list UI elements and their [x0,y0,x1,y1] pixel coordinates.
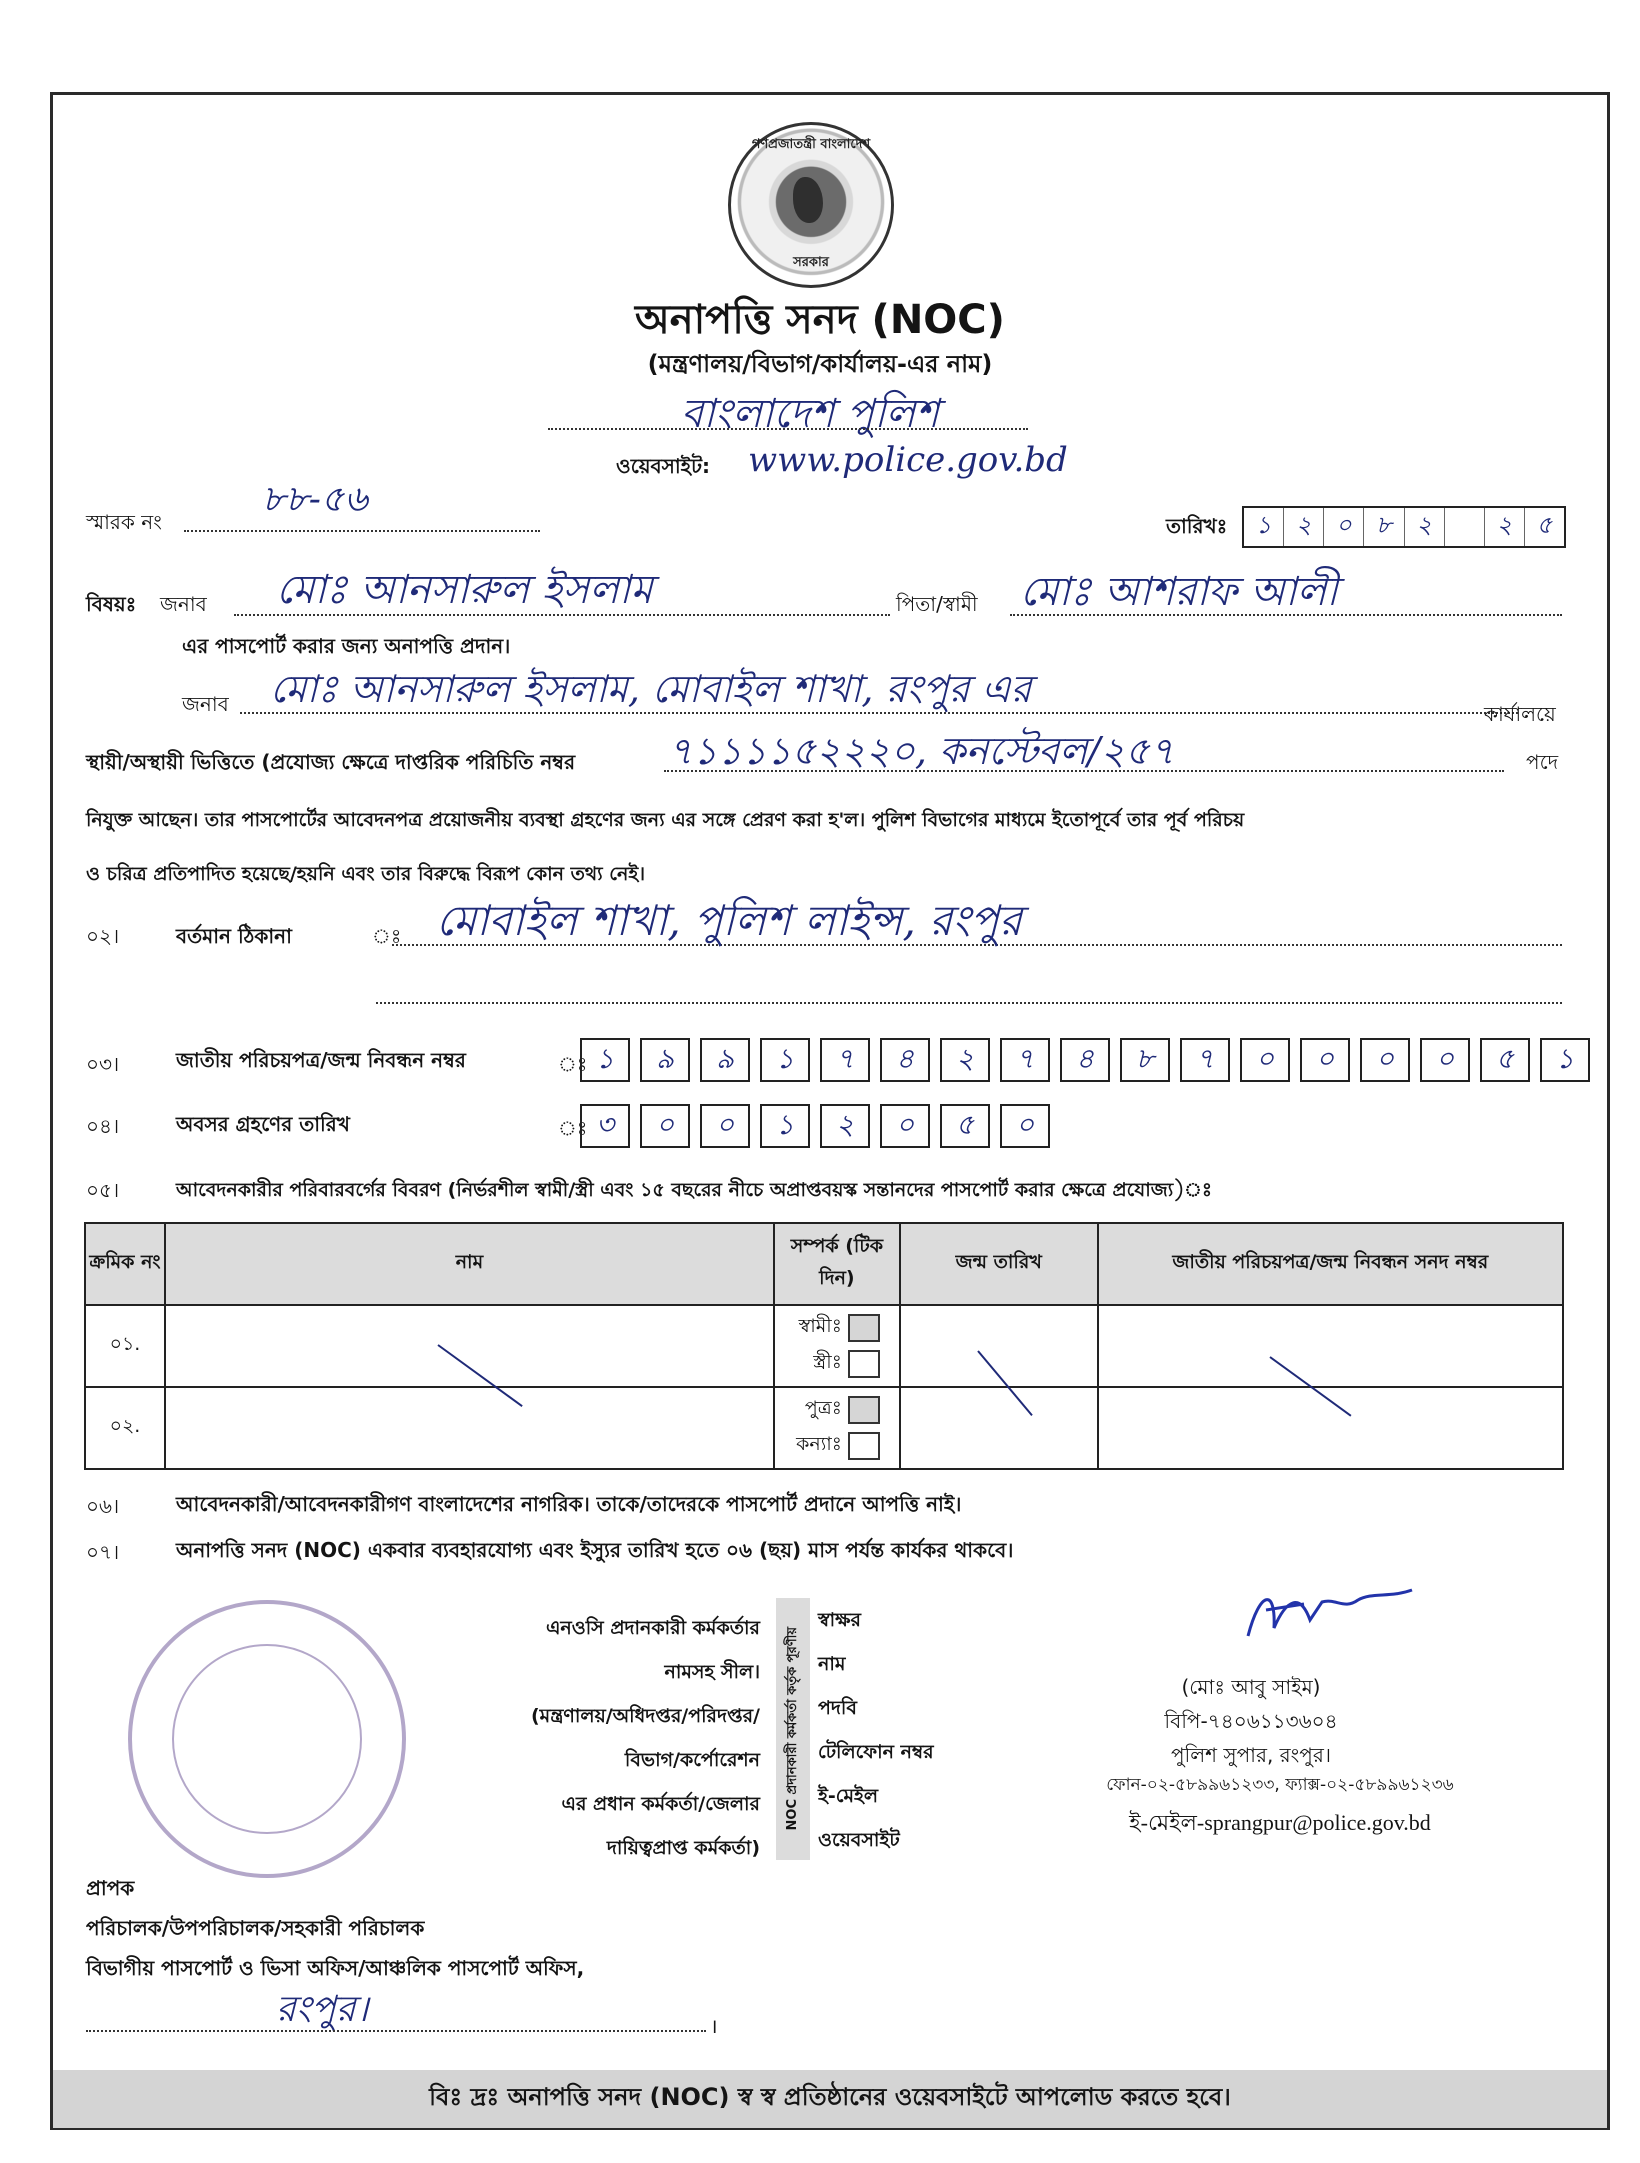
nid-digit: ৫ [1480,1038,1530,1082]
date-digit: ৫ [1536,511,1553,539]
row-birth-cell [900,1387,1098,1469]
nid-digit: ৭ [1180,1038,1230,1082]
official-id: ৭১১১১৫২২২০, কনস্টেবল/২৫৭ [668,729,1175,773]
current-address: মোবাইল শাখা, পুলিশ লাইন্স, রংপুর [436,896,1022,945]
nid-digit: ৭ [1000,1038,1050,1082]
field-signature-label: স্বাক্ষর [818,1609,861,1631]
body-line3: নিযুক্ত আছেন। তার পাসপোর্টের আবেদনপত্র প্রয়োজনীয় ব্যবস্থা গ্রহণের জন্য এর সঙ্গে প্রেরণ করা হ'ল। পুলিশ বিভাগের মাধ্যমে ইতোপূর্বে তার পূর্ব পরিচয় [86,809,1245,831]
item-06-text: আবেদনকারী/আবেদনকারীগণ বাংলাদেশের নাগরিক। তাকে/তাদেরকে পাসপোর্ট প্রদানে আপত্তি নাই। [176,1492,962,1516]
field-designation-label: পদবি [818,1697,857,1719]
retirement-digit: ০ [700,1104,750,1148]
date-digit: ২ [1405,508,1445,546]
nid-digit: ১ [1540,1038,1590,1082]
row-serial: ০২. [85,1387,165,1469]
retirement-digit: ৫ [940,1104,990,1148]
sig-left-line: এনওসি প্রদানকারী কর্মকর্তার [545,1617,760,1639]
memo-label: স্মারক নং [86,510,162,534]
officer-bp-number: বিপি-৭৪০৬১১৩৬০৪ [1164,1709,1338,1733]
officer-details [1066,1670,1436,1772]
signature-left-block [430,1606,760,1870]
office-stamp [128,1600,406,1878]
nid-label: জাতীয় পরিচয়পত্র/জন্ম নিবন্ধন নম্বর [176,1048,466,1072]
sig-left-line: দায়িত্বপ্রাপ্ত কর্মকর্তা) [606,1837,760,1859]
col-relation: সম্পর্ক (টিক দিন) [774,1223,900,1305]
husband-checkbox[interactable] [848,1314,880,1342]
retirement-label: অবসর গ্রহণের তারিখ [176,1112,350,1136]
sig-left-line: বিভাগ/কর্পোরেশন [624,1749,760,1771]
date-label: তারিখঃ [1166,514,1228,538]
son-checkbox[interactable] [848,1396,880,1424]
bangladesh-map-icon [793,177,823,223]
subject-janab: জনাব [160,592,207,616]
retirement-digit: ০ [640,1104,690,1148]
footer-note [53,2070,1607,2128]
officer-designation: পুলিশ সুপার, রংপুর। [1170,1743,1332,1767]
office-suffix: কার্যালয়ে [1484,702,1556,726]
col-birth-date: জন্ম তারিখ [900,1223,1098,1305]
recipient-label: প্রাপক [86,1876,135,1900]
item-03-number: ০৩। [86,1052,120,1076]
nid-digit: ৪ [1060,1038,1110,1082]
recipient-line2: বিভাগীয় পাসপোর্ট ও ভিসা অফিস/আঞ্চলিক পাসপোর্ট অফিস, [86,1956,585,1980]
nid-digit: ৮ [1120,1038,1170,1082]
ministry-name-line [548,428,1028,430]
date-digit: ২ [1284,508,1324,546]
subject-line2: এর পাসপোর্ট করার জন্য অনাপত্তি প্রদান। [182,634,511,658]
recipient-line1: পরিচালক/উপপরিচালক/সহকারী পরিচালক [86,1916,425,1940]
sig-left-line: নামসহ সীল। [664,1661,760,1683]
applicant-name: মোঃ আনসারুল ইসলাম [276,567,653,613]
officer-name: (মোঃ আবু সাইম) [1181,1675,1321,1699]
officer-signature [1240,1580,1430,1650]
memo-number: ৮৮-৫৬ [262,479,368,520]
father-name: মোঃ আশরাফ আলী [1020,569,1338,615]
row-name-cell [165,1305,774,1387]
item-06-number: ০৬। [86,1494,120,1518]
address-label: বর্তমান ঠিকানা [176,924,292,948]
address-line-2 [376,1002,1562,1004]
date-digit: ৮ [1364,508,1404,546]
father-label: পিতা/স্বামী [896,592,978,616]
relation-son-label: পুত্রঃ [804,1397,842,1419]
date-digit: ১ [1244,508,1284,546]
body-line2-prefix: স্থায়ী/অস্থায়ী ভিত্তিতে (প্রযোজ্য ক্ষেত্রে দাপ্তরিক পরিচিতি নম্বর [86,750,576,774]
field-phone-label: টেলিফোন নম্বর [818,1741,934,1763]
nid-colon: ঃ [558,1052,588,1076]
row-relation-cell [774,1305,900,1387]
seal-bottom-text: সরকার [793,255,829,270]
nid-digit: ৭ [820,1038,870,1082]
field-website-label: ওয়েবসাইট [818,1829,900,1851]
subject-label: বিষয়ঃ [86,592,137,616]
nid-digit: ২ [940,1038,990,1082]
wife-checkbox[interactable] [848,1350,880,1378]
signature-fields [818,1598,934,1862]
table-header-row [85,1223,1563,1305]
family-label: আবেদনকারীর পরিবারবর্গের বিবরণ (নির্ভরশীল স্বামী/স্ত্রী এবং ১৫ বছরের নীচে অপ্রাপ্তবয়স্ক সন্তানদের পাসপোর্ট করার ক্ষেত্রে প্রযোজ্য)ঃ [176,1179,1213,1201]
website-label: ওয়েবসাইট: [616,454,710,478]
item-04-number: ০৪। [86,1114,120,1138]
date-digit: ২ [1485,508,1525,546]
seal-top-text: গণপ্রজাতন্ত্রী বাংলাদেশ [751,137,871,152]
item-07-text: অনাপত্তি সনদ (NOC) একবার ব্যবহারযোগ্য এবং ইস্যুর তারিখ হতে ০৬ (ছয়) মাস পর্যন্ত কার্যকর থাকবে। [176,1538,1014,1562]
retirement-colon: ঃ [558,1116,588,1140]
officer-phone: ফোন-০২-৫৮৯৯৬১২৩৩, ফ্যাক্স-০২-৫৮৯৯৬১২৩৬ [1106,1775,1454,1795]
col-serial: ক্রমিক নং [85,1223,165,1305]
item-07-number: ০৭। [86,1540,120,1564]
nid-digit: ১ [760,1038,810,1082]
document-subtitle: (মন্ত্রণালয়/বিভাগ/কার্যালয়-এর নাম) [647,350,993,378]
item-02-number: ০২। [86,924,120,948]
person-and-office: মোঃ আনসারুল ইসলাম, মোবাইল শাখা, রংপুর এর [270,667,1032,711]
retirement-digit: ৩ [580,1104,630,1148]
table-row [85,1305,1563,1387]
row-serial: ০১. [85,1305,165,1387]
nid-digit: ০ [1420,1038,1470,1082]
body-line2-suffix: পদে [1526,750,1559,774]
nid-boxes [580,1038,1600,1082]
address-colon: ঃ [372,924,402,948]
table-row [85,1387,1563,1469]
sig-left-line: (মন্ত্রণালয়/অধিদপ্তর/পরিদপ্তর/ [530,1705,760,1727]
nid-digit: ০ [1360,1038,1410,1082]
field-email-label: ই-মেইল [818,1785,879,1807]
family-table [84,1222,1564,1470]
relation-daughter-label: কন্যাঃ [796,1433,842,1455]
col-name: নাম [165,1223,774,1305]
nid-digit: ০ [1240,1038,1290,1082]
retirement-boxes [580,1104,1060,1148]
nid-digit: ৯ [640,1038,690,1082]
field-name-label: নাম [818,1653,846,1675]
daughter-checkbox[interactable] [848,1432,880,1460]
website-value: www.police.gov.bd [748,440,1068,480]
ministry-name: বাংলাদেশ পুলিশ [680,391,940,437]
row-nid-cell [1098,1305,1563,1387]
retirement-digit: ২ [820,1104,870,1148]
government-seal-logo [728,122,894,288]
nid-digit: ০ [1300,1038,1350,1082]
col-nid: জাতীয় পরিচয়পত্র/জন্ম নিবন্ধন সনদ নম্বর [1098,1223,1563,1305]
date-digit: ০ [1324,508,1364,546]
nid-digit: ৯ [700,1038,750,1082]
body-line4: ও চরিত্র প্রতিপাদিত হয়েছে/হয়নি এবং তার বিরুদ্ধে বিরূপ কোন তথ্য নেই। [86,863,646,885]
document-title: অনাপত্তি সনদ (NOC) [635,297,1005,343]
body-janab: জনাব [182,692,229,716]
recipient-line [86,2030,706,2032]
item-05-number: ০৫। [86,1178,120,1202]
noc-vertical-label: NOC প্রদানকারী কর্মকর্তা কর্তৃক পূরণীয় [776,1598,810,1860]
retirement-digit: ০ [880,1104,930,1148]
nid-digit: ৪ [880,1038,930,1082]
nid-digit: ১ [580,1038,630,1082]
recipient-end-mark: । [710,2014,718,2038]
sig-left-line: এর প্রধান কর্মকর্তা/জেলার [561,1793,760,1815]
retirement-digit: ১ [760,1104,810,1148]
officer-email: ই-মেইল-sprangpur@police.gov.bd [1129,1810,1431,1835]
row-name-cell [165,1387,774,1469]
row-relation-cell [774,1387,900,1469]
relation-wife-label: স্ত্রীঃ [813,1351,842,1373]
retirement-digit: ০ [1000,1104,1050,1148]
date-boxes [1242,506,1566,548]
footer-note-text: বিঃ দ্রঃ অনাপত্তি সনদ (NOC) স্ব স্ব প্রতিষ্ঠানের ওয়েবসাইটে আপলোড করতে হবে। [429,2083,1231,2111]
relation-husband-label: স্বামীঃ [798,1315,842,1337]
date-digit [1445,508,1485,546]
recipient-city: রংপুর। [276,1989,369,2030]
